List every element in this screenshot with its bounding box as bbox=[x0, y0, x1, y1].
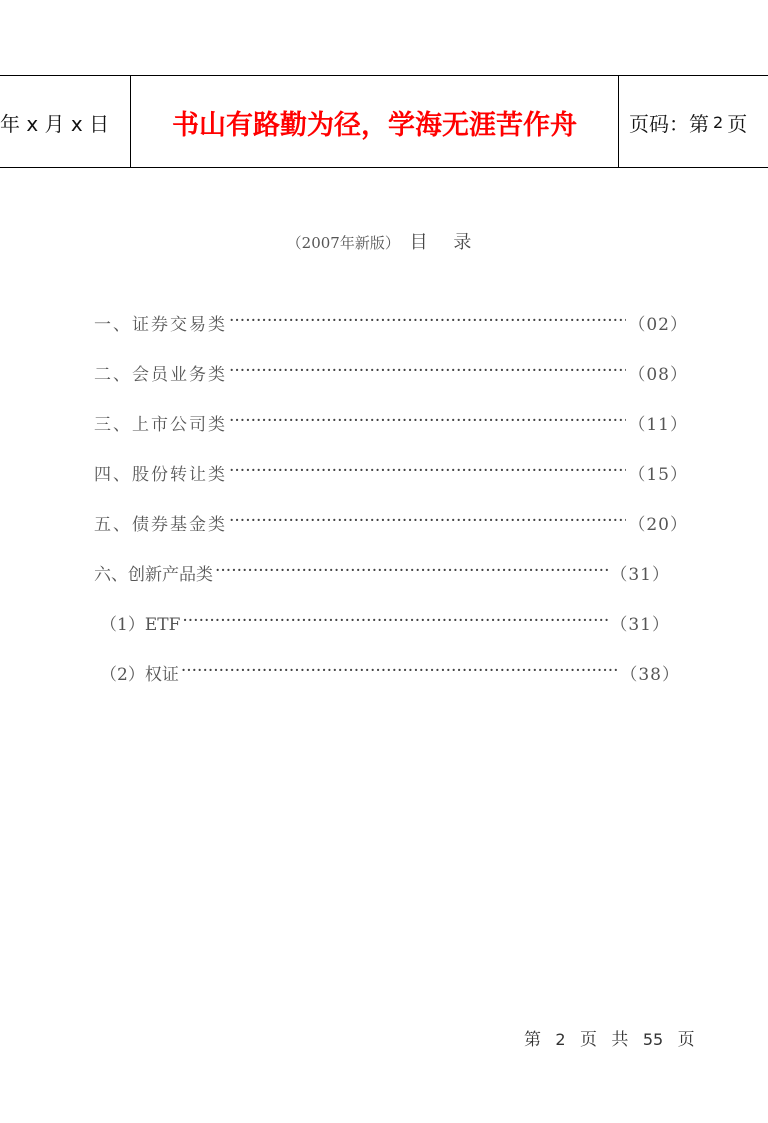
toc-entry[interactable] bbox=[94, 410, 688, 434]
toc-entry-label: 二、会员业务类 bbox=[94, 365, 227, 384]
toc-leader-dots bbox=[229, 463, 626, 480]
toc-entry-page: （11） bbox=[628, 415, 688, 434]
toc-title-text: 目 录 bbox=[409, 232, 482, 253]
header-page-number: 2 bbox=[713, 112, 724, 132]
toc-entry-page: （02） bbox=[628, 315, 688, 334]
toc-entry-page: （31） bbox=[610, 615, 670, 634]
toc-entry-label: 五、债券基金类 bbox=[94, 515, 227, 534]
toc-leader-dots bbox=[229, 313, 626, 330]
toc-entry[interactable] bbox=[94, 460, 688, 484]
toc-leader-dots bbox=[181, 663, 619, 680]
toc-leader-dots bbox=[229, 363, 626, 380]
toc-entry[interactable] bbox=[100, 610, 670, 634]
footer-total-pages: 55 bbox=[642, 1030, 664, 1049]
footer-word-ye: 页 bbox=[580, 1030, 597, 1050]
toc-entry-page: （31） bbox=[610, 565, 670, 584]
toc-leader-dots bbox=[182, 613, 608, 630]
toc-entry[interactable] bbox=[94, 510, 688, 534]
toc-leader-dots bbox=[229, 513, 626, 530]
toc-leader-dots bbox=[229, 413, 626, 430]
footer-word-ye2: 页 bbox=[677, 1030, 695, 1050]
page-footer bbox=[524, 1025, 704, 1050]
toc-entry-label: （1）ETF bbox=[100, 615, 181, 634]
toc-leader-dots bbox=[215, 563, 608, 580]
toc-entry-label: 四、股份转让类 bbox=[94, 465, 227, 484]
toc-entry-page: （38） bbox=[620, 665, 680, 684]
toc-title-edition: （2007年新版） bbox=[286, 234, 400, 252]
header-date: 年 x 月 x 日 bbox=[0, 76, 131, 168]
header-page-label: 页码：第 bbox=[629, 111, 709, 136]
footer-page-number: 2 bbox=[555, 1030, 566, 1049]
footer-word-di: 第 bbox=[524, 1030, 541, 1050]
toc-entry[interactable] bbox=[100, 660, 680, 684]
toc-entry[interactable] bbox=[94, 310, 688, 334]
toc-entry-label: 三、上市公司类 bbox=[94, 415, 227, 434]
toc-title bbox=[0, 228, 768, 254]
page-header bbox=[0, 75, 768, 168]
toc-entry-label: 一、证券交易类 bbox=[94, 315, 227, 334]
header-motto: 书山有路勤为径，学海无涯苦作舟 bbox=[131, 76, 619, 168]
header-page-indicator bbox=[619, 76, 768, 168]
toc-entry-label: 六、创新产品类 bbox=[94, 565, 213, 584]
toc-entry-page: （08） bbox=[628, 365, 688, 384]
toc-entry-label: （2）权证 bbox=[100, 665, 179, 684]
footer-word-gong: 共 bbox=[611, 1030, 629, 1050]
toc-entry[interactable] bbox=[94, 360, 688, 384]
toc-entry-page: （20） bbox=[628, 515, 688, 534]
toc-entry-page: （15） bbox=[628, 465, 688, 484]
header-page-suffix: 页 bbox=[727, 111, 748, 136]
toc-entry[interactable] bbox=[94, 560, 670, 584]
